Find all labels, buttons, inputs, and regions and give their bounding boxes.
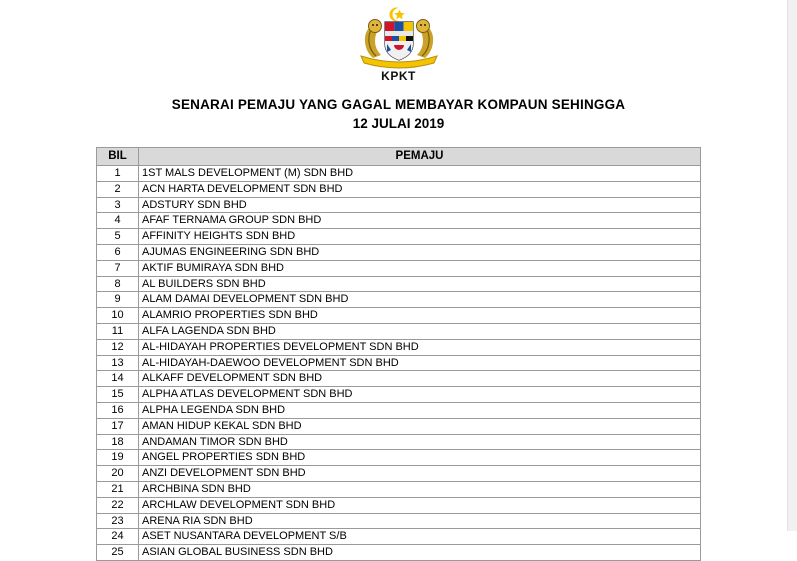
table-row xyxy=(97,481,701,497)
table-row xyxy=(97,529,701,545)
cell-bil: 11 xyxy=(97,323,139,339)
cell-pemaju: ALFA LAGENDA SDN BHD xyxy=(139,323,701,339)
cell-bil: 2 xyxy=(97,181,139,197)
cell-bil: 9 xyxy=(97,292,139,308)
cell-bil: 15 xyxy=(97,387,139,403)
column-header-pemaju: PEMAJU xyxy=(139,148,701,166)
cell-pemaju: AL-HIDAYAH-DAEWOO DEVELOPMENT SDN BHD xyxy=(139,355,701,371)
cell-pemaju: AKTIF BUMIRAYA SDN BHD xyxy=(139,260,701,276)
table-row xyxy=(97,244,701,260)
cell-pemaju: AMAN HIDUP KEKAL SDN BHD xyxy=(139,418,701,434)
cell-bil: 17 xyxy=(97,418,139,434)
cell-pemaju: ADSTURY SDN BHD xyxy=(139,197,701,213)
cell-bil: 24 xyxy=(97,529,139,545)
table-row xyxy=(97,276,701,292)
cell-bil: 4 xyxy=(97,213,139,229)
cell-bil: 8 xyxy=(97,276,139,292)
table-row xyxy=(97,418,701,434)
cell-bil: 6 xyxy=(97,244,139,260)
cell-pemaju: ALAM DAMAI DEVELOPMENT SDN BHD xyxy=(139,292,701,308)
table-row xyxy=(97,213,701,229)
cell-bil: 5 xyxy=(97,229,139,245)
table-row xyxy=(97,323,701,339)
cell-bil: 22 xyxy=(97,497,139,513)
scrollbar-track[interactable] xyxy=(787,0,797,531)
cell-pemaju: ALPHA LEGENDA SDN BHD xyxy=(139,402,701,418)
cell-pemaju: ALAMRIO PROPERTIES SDN BHD xyxy=(139,308,701,324)
cell-bil: 7 xyxy=(97,260,139,276)
table-row xyxy=(97,371,701,387)
cell-pemaju: AFFINITY HEIGHTS SDN BHD xyxy=(139,229,701,245)
malaysia-coat-of-arms-icon xyxy=(347,6,451,68)
cell-pemaju: AJUMAS ENGINEERING SDN BHD xyxy=(139,244,701,260)
cell-pemaju: ANGEL PROPERTIES SDN BHD xyxy=(139,450,701,466)
cell-pemaju: ALKAFF DEVELOPMENT SDN BHD xyxy=(139,371,701,387)
developer-list-table xyxy=(96,147,701,561)
table-header xyxy=(97,148,701,166)
cell-pemaju: ANZI DEVELOPMENT SDN BHD xyxy=(139,466,701,482)
cell-bil: 16 xyxy=(97,402,139,418)
table-row xyxy=(97,197,701,213)
table-row xyxy=(97,387,701,403)
table-row xyxy=(97,355,701,371)
cell-bil: 23 xyxy=(97,513,139,529)
table-body xyxy=(97,166,701,561)
document-header xyxy=(0,0,797,83)
table-row xyxy=(97,229,701,245)
cell-pemaju: ACN HARTA DEVELOPMENT SDN BHD xyxy=(139,181,701,197)
cell-pemaju: ASET NUSANTARA DEVELOPMENT S/B xyxy=(139,529,701,545)
cell-pemaju: ARCHBINA SDN BHD xyxy=(139,481,701,497)
cell-bil: 13 xyxy=(97,355,139,371)
cell-bil: 19 xyxy=(97,450,139,466)
table-row xyxy=(97,292,701,308)
table-row xyxy=(97,545,701,561)
cell-pemaju: 1ST MALS DEVELOPMENT (M) SDN BHD xyxy=(139,166,701,182)
cell-bil: 12 xyxy=(97,339,139,355)
cell-bil: 21 xyxy=(97,481,139,497)
table-row xyxy=(97,434,701,450)
cell-bil: 14 xyxy=(97,371,139,387)
table-row xyxy=(97,497,701,513)
crest-label: KPKT xyxy=(381,69,416,83)
cell-pemaju: ALPHA ATLAS DEVELOPMENT SDN BHD xyxy=(139,387,701,403)
page-title: SENARAI PEMAJU YANG GAGAL MEMBAYAR KOMPAUN SEHINGGA xyxy=(171,97,626,112)
column-header-bil: BIL xyxy=(97,148,139,166)
cell-pemaju: ANDAMAN TIMOR SDN BHD xyxy=(139,434,701,450)
table-row xyxy=(97,450,701,466)
table-header-row xyxy=(97,148,701,166)
table-row xyxy=(97,308,701,324)
table-row xyxy=(97,181,701,197)
cell-bil: 3 xyxy=(97,197,139,213)
page-subtitle: 12 JULAI 2019 xyxy=(352,116,445,131)
cell-pemaju: AL BUILDERS SDN BHD xyxy=(139,276,701,292)
table-row xyxy=(97,166,701,182)
cell-bil: 18 xyxy=(97,434,139,450)
cell-bil: 20 xyxy=(97,466,139,482)
developer-list-table-wrap xyxy=(96,147,701,561)
cell-pemaju: ARCHLAW DEVELOPMENT SDN BHD xyxy=(139,497,701,513)
table-row xyxy=(97,260,701,276)
cell-bil: 25 xyxy=(97,545,139,561)
cell-bil: 10 xyxy=(97,308,139,324)
cell-pemaju: ASIAN GLOBAL BUSINESS SDN BHD xyxy=(139,545,701,561)
table-row xyxy=(97,402,701,418)
cell-bil: 1 xyxy=(97,166,139,182)
cell-pemaju: ARENA RIA SDN BHD xyxy=(139,513,701,529)
cell-pemaju: AL-HIDAYAH PROPERTIES DEVELOPMENT SDN BHD xyxy=(139,339,701,355)
table-row xyxy=(97,339,701,355)
cell-pemaju: AFAF TERNAMA GROUP SDN BHD xyxy=(139,213,701,229)
table-row xyxy=(97,466,701,482)
table-row xyxy=(97,513,701,529)
